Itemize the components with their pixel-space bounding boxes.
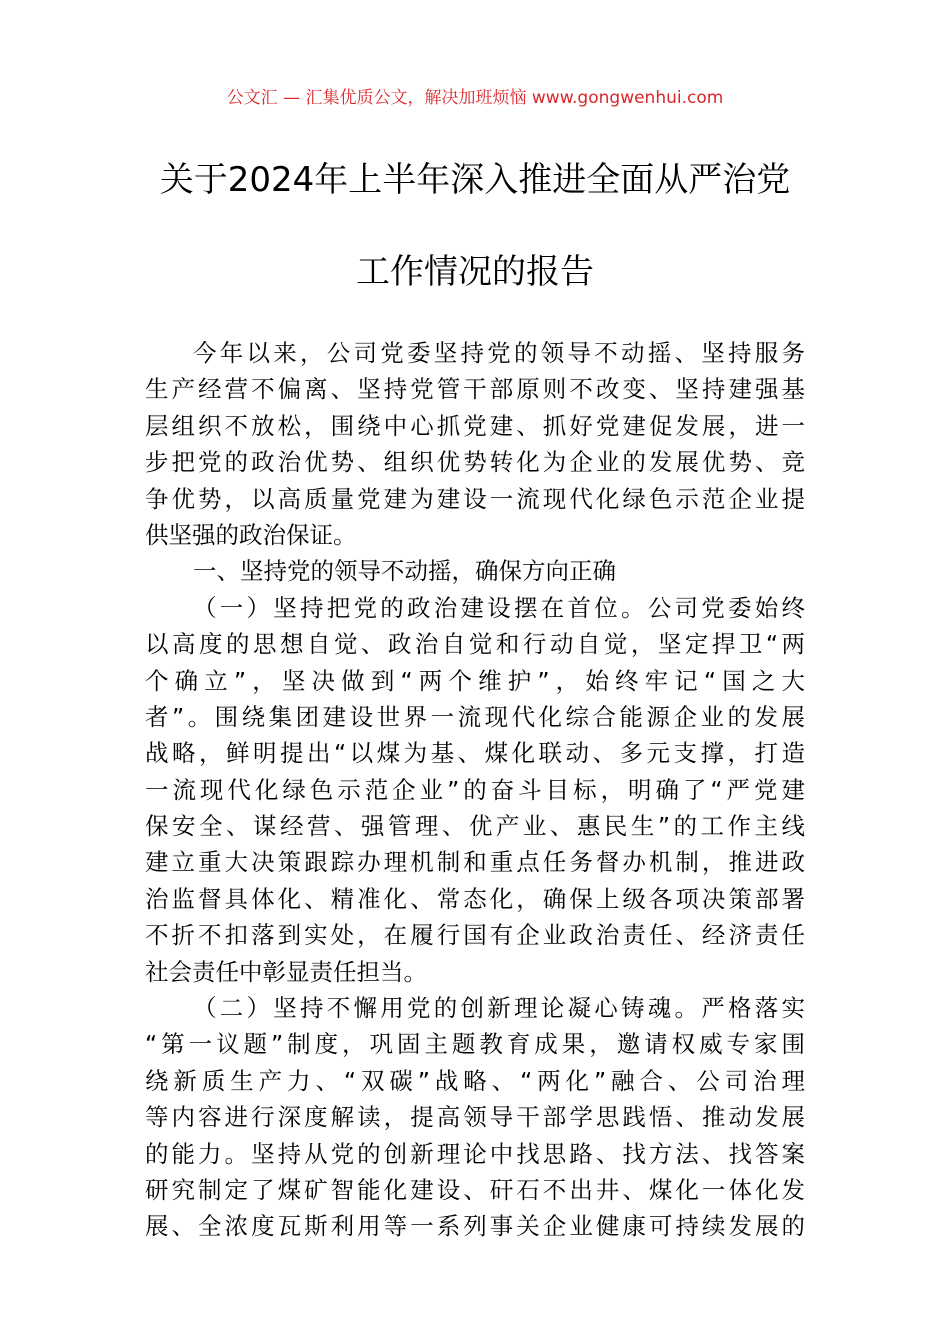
paragraph-line: 今年以来，公司党委坚持党的领导不动摇、坚持服务 xyxy=(193,339,805,367)
header-banner xyxy=(0,86,950,110)
paragraph-line: 不折不扣落到实处，在履行国有企业政治责任、经济责任 xyxy=(145,921,805,950)
paragraph-line: 一流现代化绿色示范企业”的奋斗目标，明确了“严党建 xyxy=(145,775,805,804)
paragraph-line: 者”。围绕集团建设世界一流现代化综合能源企业的发展 xyxy=(145,702,805,731)
paragraph-line: （二）坚持不懈用党的创新理论凝心铸魂。严格落实 xyxy=(193,994,805,1023)
paragraph-line: 生产经营不偏离、坚持党管干部原则不改变、坚持建强基 xyxy=(145,375,805,404)
paragraph-line: 治监督具体化、精准化、常态化，确保上级各项决策部署 xyxy=(145,884,805,913)
paragraph-line: 等内容进行深度解读，提高领导干部学思践悟、推动发展 xyxy=(145,1103,805,1132)
document-body xyxy=(145,335,805,1245)
paragraph-line: 的能力。坚持从党的创新理论中找思路、找方法、找答案 xyxy=(145,1139,805,1168)
paragraph-line: 供坚强的政治保证。 xyxy=(145,520,357,549)
section-heading: 一、坚持党的领导不动摇，确保方向正确 xyxy=(193,557,616,586)
paragraph-line: 层组织不放松，围绕中心抓党建、抓好党建促发展，进一 xyxy=(145,411,805,440)
paragraph-line: “第一议题”制度，巩固主题教育成果，邀请权威专家围 xyxy=(145,1030,805,1059)
paragraph-line: 保安全、谋经营、强管理、优产业、惠民生”的工作主线 xyxy=(145,812,805,841)
paragraph-line: 个确立”，坚决做到“两个维护”，始终牢记“国之大 xyxy=(145,666,805,695)
document-title-line-1: 关于2024年上半年深入推进全面从严治党 xyxy=(159,160,791,200)
paragraph-line: 步把党的政治优势、组织优势转化为企业的发展优势、竞 xyxy=(145,448,805,477)
document-title-line-2: 工作情况的报告 xyxy=(356,252,594,292)
paragraph-line: 研究制定了煤矿智能化建设、矸石不出井、煤化一体化发 xyxy=(145,1175,805,1204)
paragraph-line: （一）坚持把党的政治建设摆在首位。公司党委始终 xyxy=(193,593,805,622)
paragraph-line: 以高度的思想自觉、政治自觉和行动自觉，坚定捍卫“两 xyxy=(145,630,805,659)
paragraph-line: 建立重大决策跟踪办理机制和重点任务督办机制，推进政 xyxy=(145,848,805,877)
header-banner-text: 公文汇 — 汇集优质公文，解决加班烦恼 www.gongwenhui.com xyxy=(226,88,724,108)
paragraph-line: 展、全浓度瓦斯利用等一系列事关企业健康可持续发展的 xyxy=(145,1212,805,1241)
paragraph-line: 绕新质生产力、“双碳”战略、“两化”融合、公司治理 xyxy=(145,1066,805,1095)
paragraph-line: 争优势，以高质量党建为建设一流现代化绿色示范企业提 xyxy=(145,484,805,513)
paragraph-line: 战略，鲜明提出“以煤为基、煤化联动、多元支撑，打造 xyxy=(145,739,805,768)
paragraph-line: 社会责任中彰显责任担当。 xyxy=(145,957,427,986)
